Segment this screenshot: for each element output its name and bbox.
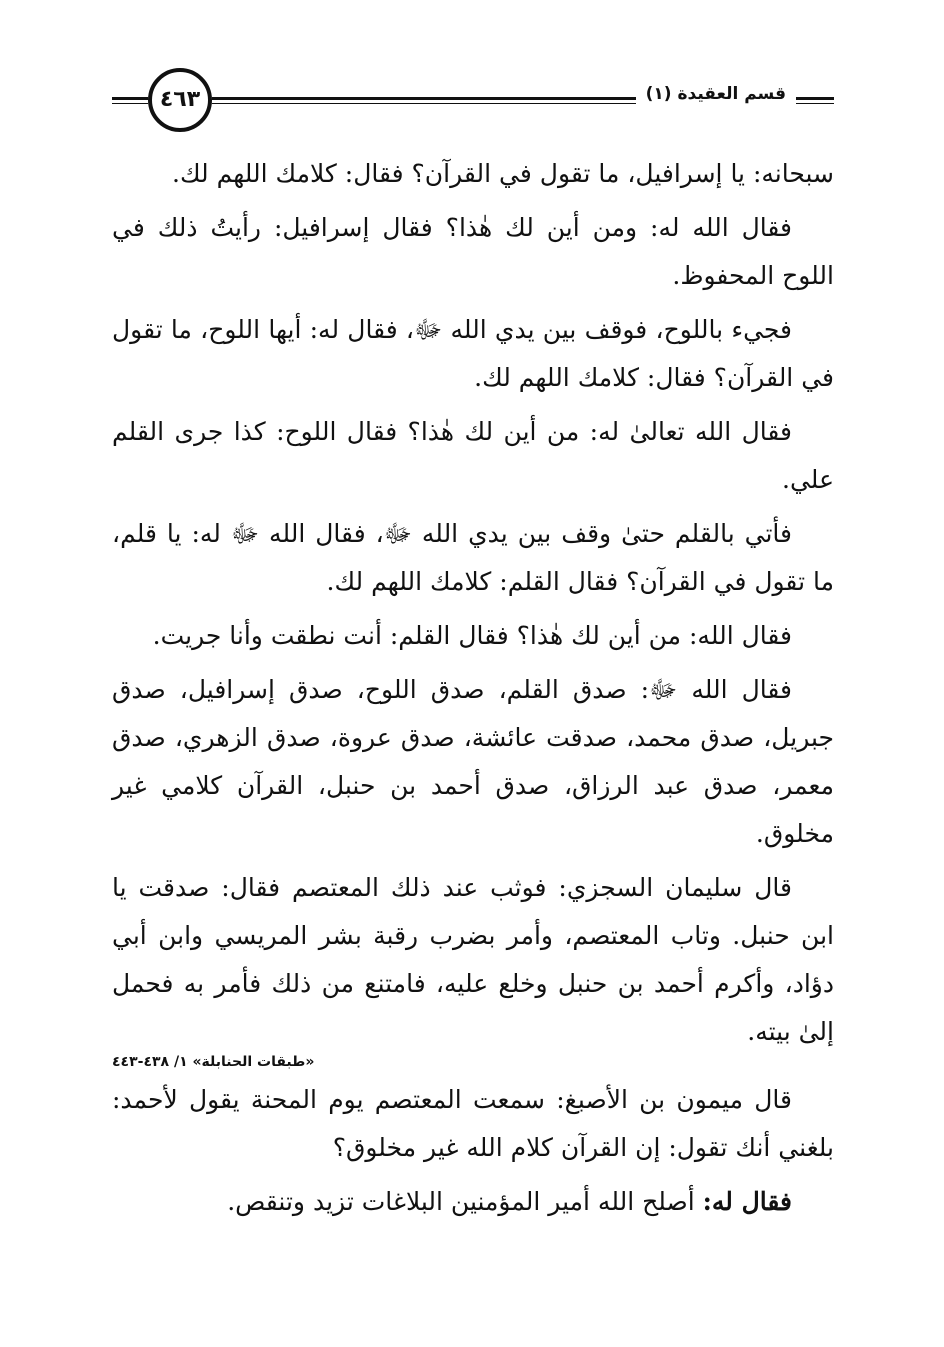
paragraph: فجيء باللوح، فوقف بين يدي الله ﷻ، فقال له: أيها اللوح، ما تقول في القرآن؟ فقال: كلامك اللهم لك. bbox=[112, 315, 834, 392]
paragraph: قال سليمان السجزي: فوثب عند ذلك المعتصم فقال: صدقت يا ابن حنبل. وتاب المعتصم، وأمر بضرب رقبة بشر المريسي وابن أبي دؤاد، وأكرم أحمد بن حنبل وخلع عليه، فامتنع من ذلك فأمر به فحمل إلىٰ بيته. bbox=[112, 873, 834, 1046]
header-rule-middle-thin bbox=[212, 103, 340, 104]
paragraph: فأتي بالقلم حتىٰ وقف بين يدي الله ﷻ، فقال الله ﷻ له: يا قلم، ما تقول في القرآن؟ فقال القلم: كلامك اللهم لك. bbox=[112, 519, 834, 596]
paragraph: سبحانه: يا إسرافيل، ما تقول في القرآن؟ فقال: كلامك اللهم لك. bbox=[172, 159, 834, 188]
page-number-badge bbox=[148, 68, 212, 132]
paragraph: فقال الله: من أين لك هٰذا؟ فقال القلم: أنت نطقت وأنا جريت. bbox=[152, 621, 792, 650]
speaker-lead: فقال له: bbox=[702, 1187, 792, 1216]
running-header bbox=[112, 66, 834, 136]
paragraph: فقال الله له: ومن أين لك هٰذا؟ فقال إسرافيل: رأيتُ ذلك في اللوح المحفوظ. bbox=[112, 213, 834, 290]
paragraph-text: أصلح الله أمير المؤمنين البلاغات تزيد وتنقص. bbox=[227, 1187, 703, 1216]
paragraph: فقال الله ﷻ: صدق القلم، صدق اللوح، صدق إسرافيل، صدق جبريل، صدق محمد، صدقت عائشة، صدق عروة، صدق الزهري، صدق معمر، صدق عبد الرزاق، صدق أحمد بن حنبل، القرآن كلامي غير مخلوق. bbox=[112, 675, 834, 848]
page-number: ٤٦٣ bbox=[159, 87, 201, 112]
paragraph: فقال الله تعالىٰ له: من أين لك هٰذا؟ فقال اللوح: كذا جرى القلم علي. bbox=[112, 417, 834, 494]
header-rule-left bbox=[112, 97, 148, 100]
paragraph-final bbox=[112, 1178, 834, 1226]
section-title: قسم العقيدة (١) bbox=[636, 84, 796, 104]
header-rule-middle bbox=[212, 97, 340, 100]
paragraph: قال ميمون بن الأصبغ: سمعت المعتصم يوم المحنة يقول لأحمد: بلغني أنك تقول: إن القرآن كلام الله غير مخلوق؟ bbox=[112, 1085, 834, 1162]
header-rule-left-thin bbox=[112, 103, 148, 104]
source-citation: «طبقات الحنابلة» ١/ ٤٣٨-٤٤٣ bbox=[112, 1054, 315, 1070]
body-text bbox=[112, 150, 834, 1232]
